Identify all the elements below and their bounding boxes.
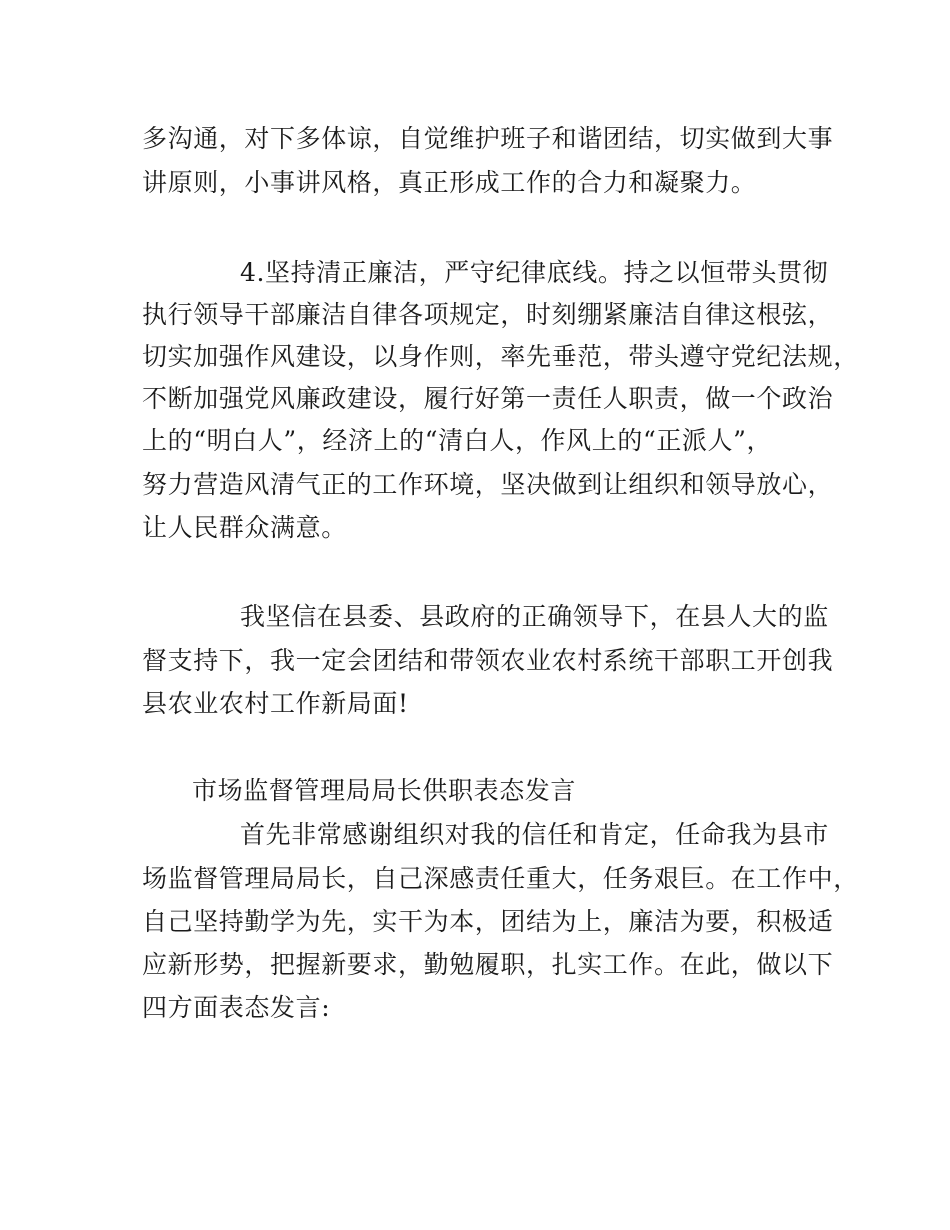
para3-line-3: 县农业农村工作新局面! [142, 689, 409, 718]
para4-line-5: 四方面表态发言: [142, 993, 331, 1022]
para2-line-6: 努力营造风清气正的工作环境，坚决做到让组织和领导放心， [142, 470, 834, 499]
para4-line-1: 首先非常感谢组织对我的信任和肯定，任命我为县市 [240, 820, 829, 849]
para2-line-3: 切实加强作风建设，以身作则，率先垂范，带头遵守党纪法规， [142, 342, 859, 371]
section-heading: 市场监督管理局局长供职表态发言 [192, 776, 577, 805]
para3-line-1: 我坚信在县委、县政府的正确领导下，在县人大的监 [240, 602, 829, 631]
para4-line-2: 场监督管理局局长，自己深感责任重大，任务艰巨。在工作中， [142, 864, 859, 893]
para2-line-2: 执行领导干部廉洁自律各项规定，时刻绷紧廉洁自律这根弦， [142, 300, 834, 329]
para2-line-1: 4.坚持清正廉洁，严守纪律底线。持之以恒带头贯彻 [240, 258, 829, 287]
para2-line-4: 不断加强党风廉政建设，履行好第一责任人职责，做一个政治 [142, 384, 834, 413]
para4-line-4: 应新形势，把握新要求，勤勉履职，扎实工作。在此，做以下 [142, 950, 834, 979]
para4-line-3: 自己坚持勤学为先，实干为本，团结为上，廉洁为要，积极适 [142, 907, 834, 936]
para1-line-2: 讲原则，小事讲风格，真正形成工作的合力和凝聚力。 [142, 168, 757, 197]
para2-line-5: 上的“明白人”，经济上的“清白人，作风上的“正派人”， [142, 426, 773, 455]
para3-line-2: 督支持下，我一定会团结和带领农业农村系统干部职工开创我 [142, 646, 834, 675]
para1-line-1: 多沟通，对下多体谅，自觉维护班子和谐团结，切实做到大事 [142, 124, 834, 153]
para2-line-7: 让人民群众满意。 [142, 513, 347, 542]
